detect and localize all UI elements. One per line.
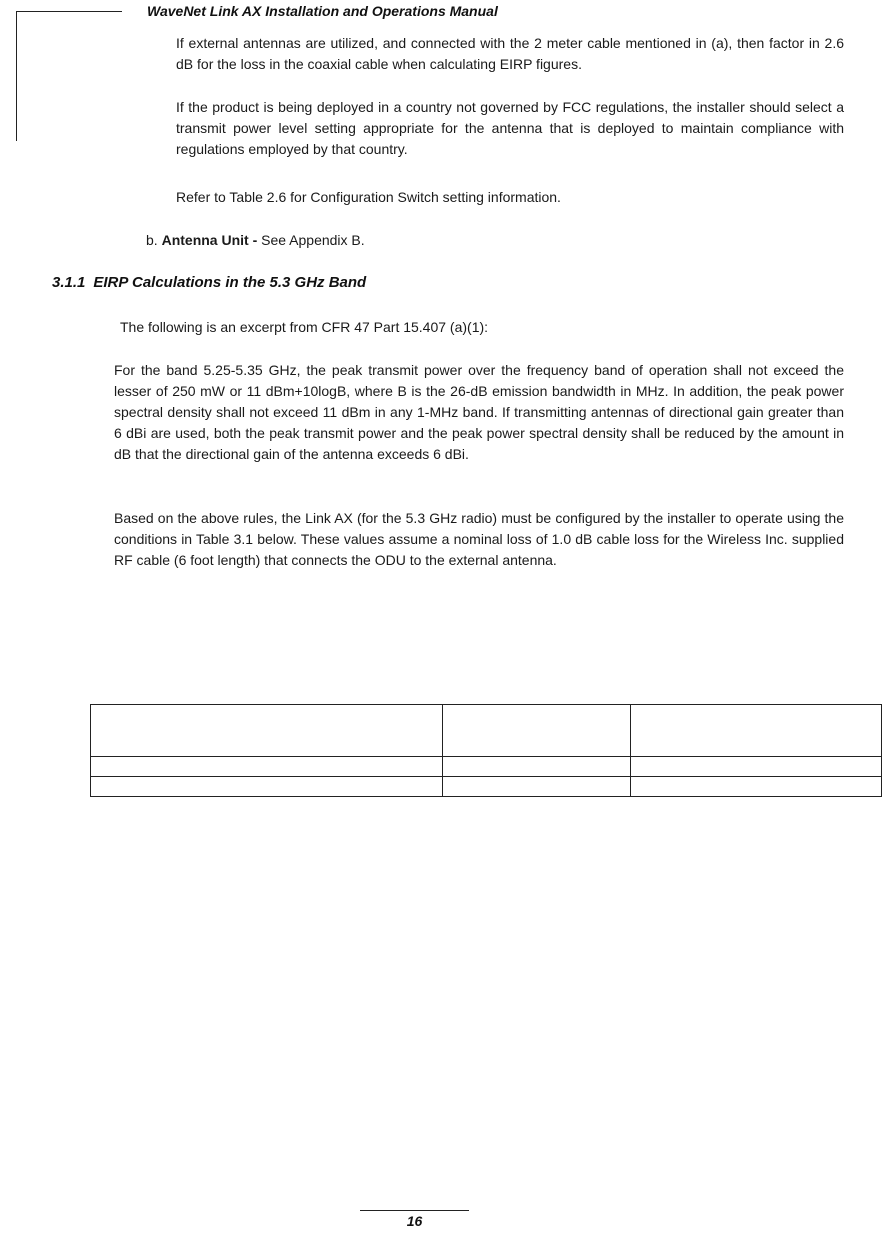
table-cell — [631, 777, 882, 797]
table-row — [91, 777, 882, 797]
table-header-cell — [91, 705, 443, 757]
list-item-text: See Appendix B. — [261, 232, 365, 248]
section-heading — [52, 274, 366, 291]
header-rule-horizontal — [16, 11, 122, 12]
table-row — [91, 757, 882, 777]
paragraph-configuration-rules: Based on the above rules, the Link AX (for the 5.3 GHz radio) must be configured by the installer to operate using the conditions in Table 3.1 below. These values assume a nominal loss of 1.0 dB cable loss for the Wireless Inc. supplied RF cable (6 foot length) that connects the ODU to the external antenna. — [114, 510, 844, 568]
list-item-label: Antenna Unit - — [161, 232, 258, 248]
section-title: EIRP Calculations in the 5.3 GHz Band — [93, 274, 367, 291]
paragraph-config-switch-reference: Refer to Table 2.6 for Configuration Switch setting information. — [176, 189, 561, 205]
footer-rule — [360, 1210, 469, 1211]
header-rule-vertical — [16, 11, 17, 141]
eirp-conditions-table — [90, 704, 882, 797]
list-item-antenna-unit — [146, 230, 365, 251]
table-cell — [91, 757, 443, 777]
table-cell — [631, 757, 882, 777]
table-header-cell — [631, 705, 882, 757]
list-item-marker: b. — [146, 232, 158, 248]
table-header-cell — [443, 705, 631, 757]
paragraph-cfr-excerpt: For the band 5.25-5.35 GHz, the peak transmit power over the frequency band of operation shall not exceed the lesser of 250 mW or 11 dBm+10logB, where B is the 26-dB emission bandwidth in MHz. In addition, the peak power spectral density shall not exceed 11 dBm in any 1-MHz band. If transmitting antennas of directional gain greater than 6 dBi are used, both the peak transmit power and the peak power spectral density shall be reduced by the amount in dB that the directional gain of the antenna exceeds 6 dBi. — [114, 362, 844, 462]
table-cell — [443, 777, 631, 797]
paragraph-external-antenna-loss: If external antennas are utilized, and connected with the 2 meter cable mentioned in (a), then factor in 2.6 dB for the loss in the coaxial cable when calculating EIRP figures. — [176, 35, 844, 72]
table-cell — [443, 757, 631, 777]
paragraph-cfr-excerpt-intro: The following is an excerpt from CFR 47 Part 15.407 (a)(1): — [120, 319, 489, 335]
section-number: 3.1.1 — [52, 274, 86, 291]
page-number: 16 — [406, 1213, 423, 1229]
paragraph-non-fcc-deployment: If the product is being deployed in a country not governed by FCC regulations, the installer should select a transmit power level setting appropriate for the antenna that is deployed to maintain compliance with regulations employed by that country. — [176, 99, 844, 157]
table-cell — [91, 777, 443, 797]
table-header-row — [91, 705, 882, 757]
running-header-title: WaveNet Link AX Installation and Operations Manual — [147, 3, 498, 19]
